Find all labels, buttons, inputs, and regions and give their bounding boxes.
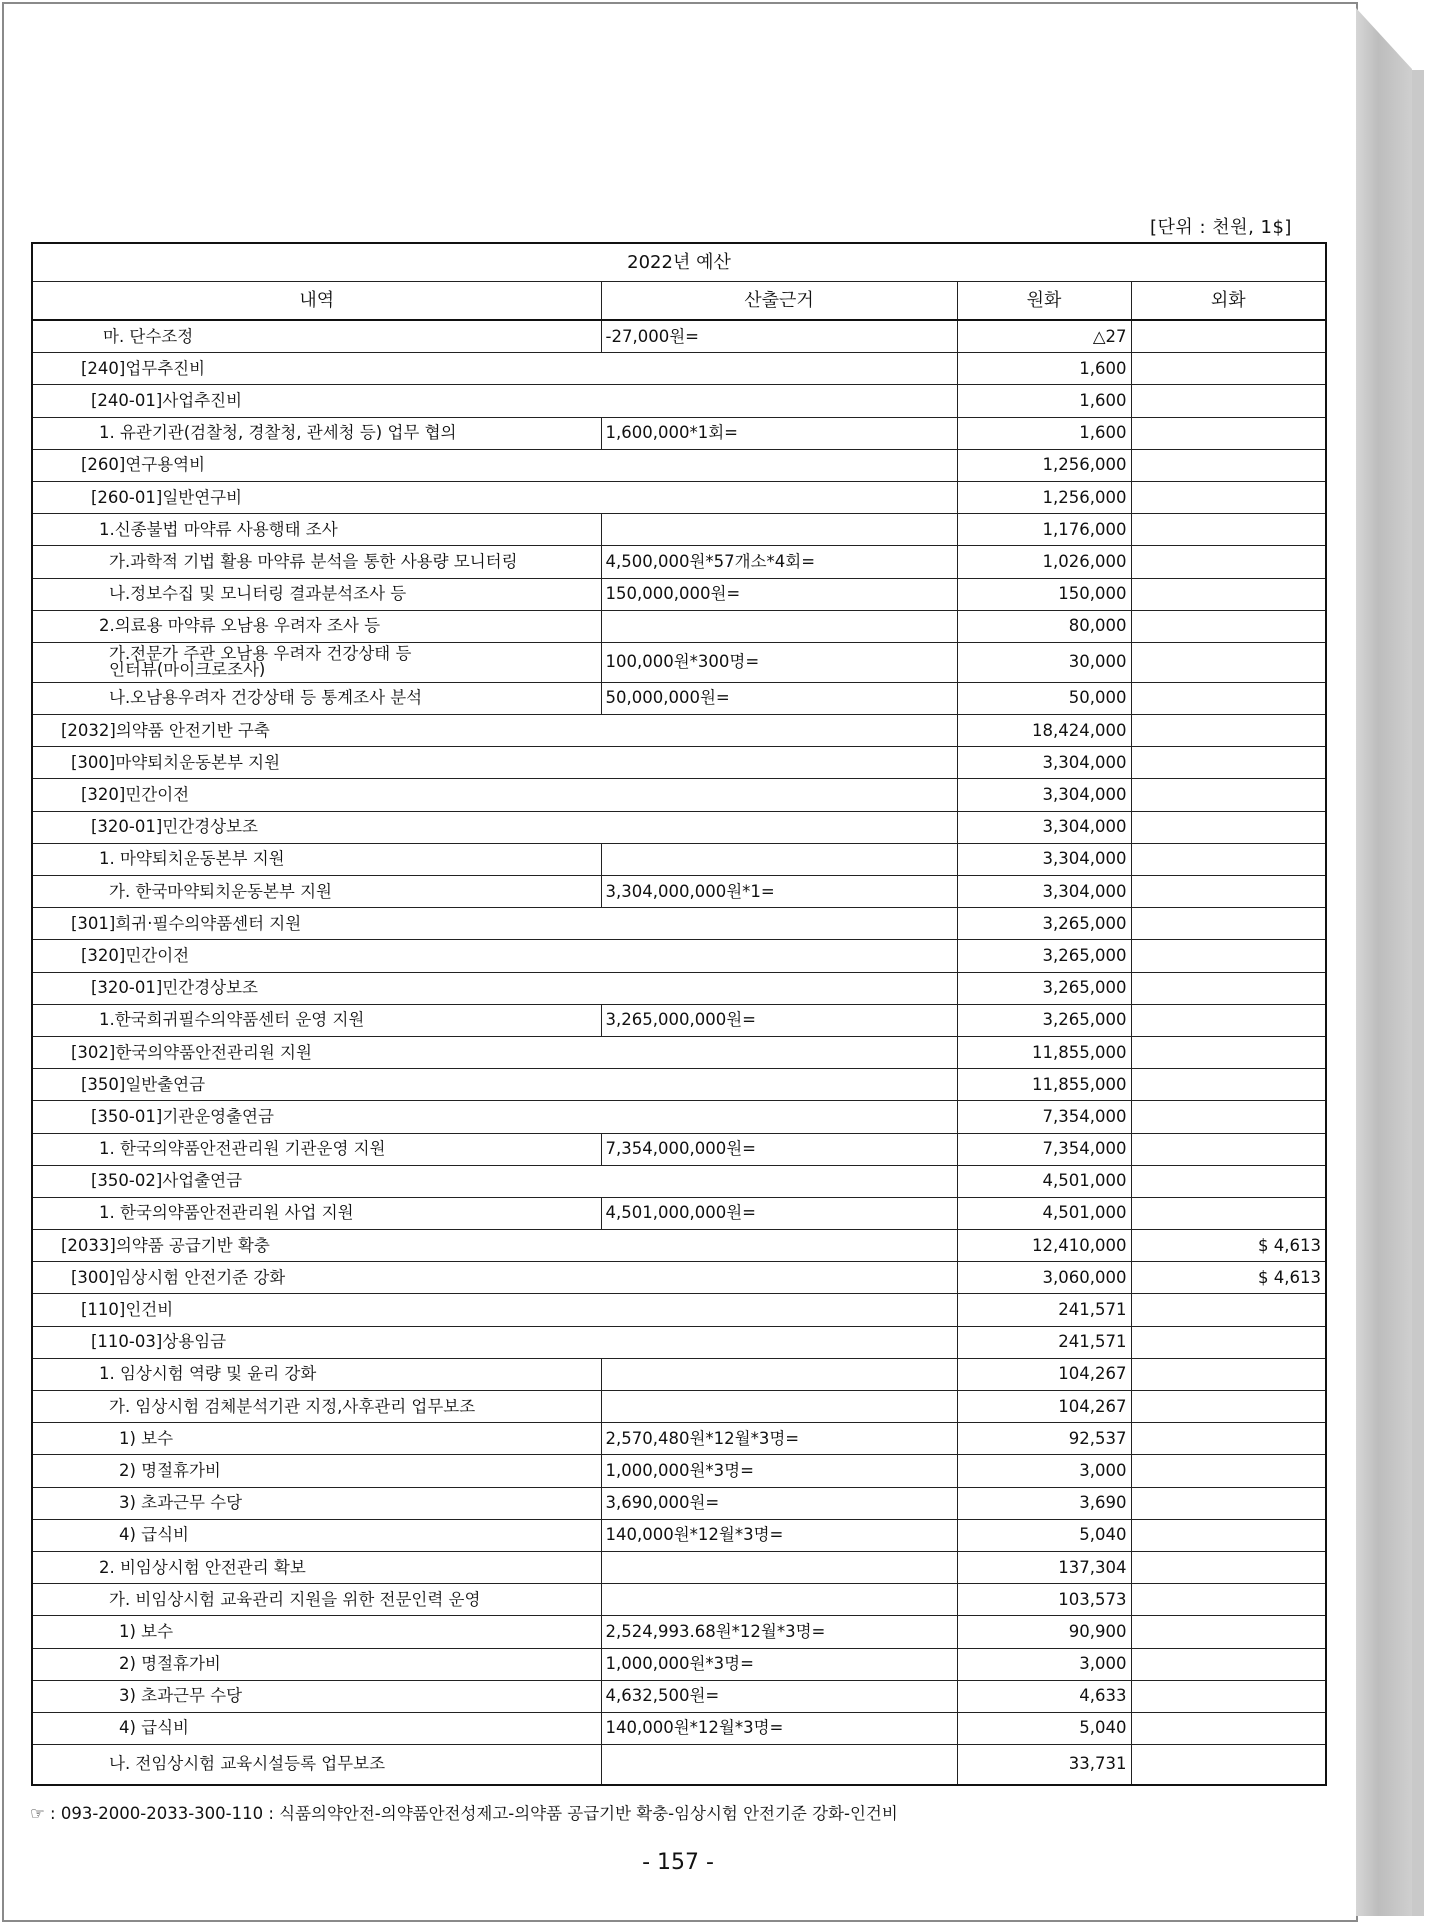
table-title: 2022년 예산 [32, 243, 1326, 282]
column-header-krw: 원화 [957, 282, 1131, 321]
table-row [32, 514, 1326, 546]
row-item: 가.전문가 주관 오남용 우려자 건강상태 등 인터뷰(마이크로조사) [32, 642, 601, 682]
row-basis: 3,690,000원= [601, 1487, 957, 1519]
row-item: [240-01]사업추진비 [32, 385, 957, 417]
table-row [32, 353, 1326, 385]
row-fx-amount [1131, 385, 1326, 417]
row-item: [320-01]민간경상보조 [32, 811, 957, 843]
column-header-item: 내역 [32, 282, 601, 321]
table-row [32, 385, 1326, 417]
row-fx-amount [1131, 715, 1326, 747]
row-krw-amount: 80,000 [957, 610, 1131, 642]
row-fx-amount [1131, 876, 1326, 908]
row-item: 가.과학적 기법 활용 마약류 분석을 통한 사용량 모니터링 [32, 546, 601, 578]
row-krw-amount: 18,424,000 [957, 715, 1131, 747]
row-fx-amount [1131, 1004, 1326, 1036]
row-basis [601, 610, 957, 642]
row-krw-amount: 241,571 [957, 1326, 1131, 1358]
row-item: 가. 임상시험 검체분석기관 지정,사후관리 업무보조 [32, 1391, 601, 1423]
table-row [32, 1262, 1326, 1294]
row-krw-amount: 3,304,000 [957, 876, 1131, 908]
row-krw-amount: 1,026,000 [957, 546, 1131, 578]
row-krw-amount: 3,000 [957, 1455, 1131, 1487]
row-fx-amount [1131, 642, 1326, 682]
row-fx-amount [1131, 320, 1326, 353]
row-basis [601, 1745, 957, 1785]
row-item: 4) 급식비 [32, 1519, 601, 1551]
row-basis: 3,304,000,000원*1= [601, 876, 957, 908]
footnote: ☞ : 093-2000-2033-300-110 : 식품의약안전-의약품안전성제고-의약품 공급기반 확충-임상시험 안전기준 강화-인건비 [30, 1804, 898, 1823]
table-row [32, 1423, 1326, 1455]
row-fx-amount [1131, 610, 1326, 642]
unit-note: [단위 : 천원, 1$] [1150, 217, 1292, 238]
row-fx-amount [1131, 1712, 1326, 1744]
table-row [32, 1004, 1326, 1036]
row-krw-amount: 3,304,000 [957, 779, 1131, 811]
row-basis [601, 1551, 957, 1583]
budget-table [31, 242, 1327, 1786]
row-basis [601, 843, 957, 875]
table-row [32, 1294, 1326, 1326]
row-fx-amount [1131, 1358, 1326, 1390]
table-row [32, 972, 1326, 1004]
row-item: 1. 마약퇴치운동본부 지원 [32, 843, 601, 875]
row-item: [2032]의약품 안전기반 구축 [32, 715, 957, 747]
row-item: 1.한국희귀필수의약품센터 운영 지원 [32, 1004, 601, 1036]
table-row [32, 1487, 1326, 1519]
row-krw-amount: 12,410,000 [957, 1230, 1131, 1262]
row-krw-amount: 33,731 [957, 1745, 1131, 1785]
row-item: 마. 단수조정 [32, 320, 601, 353]
row-item: 2) 명절휴가비 [32, 1648, 601, 1680]
table-body [32, 320, 1326, 1785]
row-krw-amount: 11,855,000 [957, 1036, 1131, 1068]
row-item: [320]민간이전 [32, 779, 957, 811]
table-row [32, 1326, 1326, 1358]
row-item: [2033]의약품 공급기반 확충 [32, 1230, 957, 1262]
row-item: 1.신종불법 마약류 사용행태 조사 [32, 514, 601, 546]
table-row [32, 1519, 1326, 1551]
row-fx-amount [1131, 1616, 1326, 1648]
table-row [32, 1230, 1326, 1262]
row-krw-amount: △27 [957, 320, 1131, 353]
row-krw-amount: 1,600 [957, 353, 1131, 385]
table-row [32, 320, 1326, 353]
row-item: 가. 비임상시험 교육관리 지원을 위한 전문인력 운영 [32, 1584, 601, 1616]
row-krw-amount: 4,501,000 [957, 1197, 1131, 1229]
row-fx-amount [1131, 353, 1326, 385]
row-fx-amount [1131, 481, 1326, 513]
row-item: 1. 임상시험 역량 및 윤리 강화 [32, 1358, 601, 1390]
row-fx-amount [1131, 1519, 1326, 1551]
table-row [32, 811, 1326, 843]
table-row [32, 1616, 1326, 1648]
row-fx-amount [1131, 1197, 1326, 1229]
row-item: 2.의료용 마약류 오남용 우려자 조사 등 [32, 610, 601, 642]
row-item: [350-02]사업출연금 [32, 1165, 957, 1197]
table-row [32, 1133, 1326, 1165]
row-krw-amount: 3,304,000 [957, 811, 1131, 843]
row-krw-amount: 1,176,000 [957, 514, 1131, 546]
row-krw-amount: 104,267 [957, 1391, 1131, 1423]
row-fx-amount [1131, 1745, 1326, 1785]
row-item: [301]희귀·필수의약품센터 지원 [32, 908, 957, 940]
row-item: [300]마약퇴치운동본부 지원 [32, 747, 957, 779]
row-fx-amount [1131, 546, 1326, 578]
row-krw-amount: 4,501,000 [957, 1165, 1131, 1197]
row-basis: 4,632,500원= [601, 1680, 957, 1712]
table-row [32, 940, 1326, 972]
row-fx-amount [1131, 1551, 1326, 1583]
row-fx-amount [1131, 449, 1326, 481]
row-basis: -27,000원= [601, 320, 957, 353]
row-basis [601, 1391, 957, 1423]
row-fx-amount [1131, 1680, 1326, 1712]
row-basis: 140,000원*12월*3명= [601, 1712, 957, 1744]
row-item: [320]민간이전 [32, 940, 957, 972]
row-krw-amount: 1,256,000 [957, 449, 1131, 481]
row-krw-amount: 5,040 [957, 1712, 1131, 1744]
row-basis: 150,000,000원= [601, 578, 957, 610]
page-edge-shadow-back [1412, 70, 1424, 1916]
row-item: [350-01]기관운영출연금 [32, 1101, 957, 1133]
table-row [32, 546, 1326, 578]
row-basis: 50,000,000원= [601, 682, 957, 714]
row-krw-amount: 3,265,000 [957, 940, 1131, 972]
row-krw-amount: 3,304,000 [957, 843, 1131, 875]
row-basis: 4,500,000원*57개소*4회= [601, 546, 957, 578]
table-row [32, 1036, 1326, 1068]
row-item: [350]일반출연금 [32, 1069, 957, 1101]
row-basis [601, 1584, 957, 1616]
row-krw-amount: 103,573 [957, 1584, 1131, 1616]
row-basis: 100,000원*300명= [601, 642, 957, 682]
row-item: 나.정보수집 및 모니터링 결과분석조사 등 [32, 578, 601, 610]
row-krw-amount: 1,256,000 [957, 481, 1131, 513]
column-header-basis: 산출근거 [601, 282, 957, 321]
row-item: 2. 비임상시험 안전관리 확보 [32, 1551, 601, 1583]
row-item: [260-01]일반연구비 [32, 481, 957, 513]
row-krw-amount: 1,600 [957, 417, 1131, 449]
row-item: [110-03]상용임금 [32, 1326, 957, 1358]
row-krw-amount: 3,690 [957, 1487, 1131, 1519]
row-fx-amount [1131, 747, 1326, 779]
row-fx-amount [1131, 1391, 1326, 1423]
table-row [32, 417, 1326, 449]
table-row [32, 1745, 1326, 1785]
table-row [32, 1648, 1326, 1680]
row-item: [300]임상시험 안전기준 강화 [32, 1262, 957, 1294]
row-krw-amount: 30,000 [957, 642, 1131, 682]
table-row [32, 715, 1326, 747]
row-basis: 2,524,993.68원*12월*3명= [601, 1616, 957, 1648]
table-row [32, 481, 1326, 513]
row-basis: 4,501,000,000원= [601, 1197, 957, 1229]
table-row [32, 747, 1326, 779]
table-row [32, 908, 1326, 940]
table-row [32, 1455, 1326, 1487]
table-row [32, 1712, 1326, 1744]
row-item: 3) 초과근무 수당 [32, 1487, 601, 1519]
row-basis: 3,265,000,000원= [601, 1004, 957, 1036]
row-basis [601, 514, 957, 546]
row-fx-amount [1131, 972, 1326, 1004]
table-row [32, 1391, 1326, 1423]
row-fx-amount [1131, 843, 1326, 875]
table-row [32, 1584, 1326, 1616]
row-fx-amount: $ 4,613 [1131, 1262, 1326, 1294]
table-row [32, 1197, 1326, 1229]
row-krw-amount: 7,354,000 [957, 1133, 1131, 1165]
row-fx-amount [1131, 1101, 1326, 1133]
table-row [32, 1101, 1326, 1133]
table-row [32, 1165, 1326, 1197]
table-row [32, 642, 1326, 682]
row-krw-amount: 1,600 [957, 385, 1131, 417]
row-krw-amount: 3,304,000 [957, 747, 1131, 779]
row-krw-amount: 3,265,000 [957, 1004, 1131, 1036]
table-row [32, 1069, 1326, 1101]
row-krw-amount: 11,855,000 [957, 1069, 1131, 1101]
table-row [32, 779, 1326, 811]
row-item: [240]업무추진비 [32, 353, 957, 385]
row-krw-amount: 5,040 [957, 1519, 1131, 1551]
row-item: 1. 유관기관(검찰청, 경찰청, 관세청 등) 업무 협의 [32, 417, 601, 449]
row-basis: 7,354,000,000원= [601, 1133, 957, 1165]
row-item: 4) 급식비 [32, 1712, 601, 1744]
row-item: 2) 명절휴가비 [32, 1455, 601, 1487]
row-krw-amount: 3,265,000 [957, 972, 1131, 1004]
row-item: 1) 보수 [32, 1616, 601, 1648]
row-fx-amount [1131, 1069, 1326, 1101]
table-row [32, 876, 1326, 908]
row-fx-amount [1131, 1487, 1326, 1519]
row-item: 1. 한국의약품안전관리원 기관운영 지원 [32, 1133, 601, 1165]
table-row [32, 1680, 1326, 1712]
table-row [32, 610, 1326, 642]
row-fx-amount [1131, 1326, 1326, 1358]
row-basis: 140,000원*12월*3명= [601, 1519, 957, 1551]
row-fx-amount [1131, 1584, 1326, 1616]
column-header-fx: 외화 [1131, 282, 1326, 321]
row-krw-amount: 104,267 [957, 1358, 1131, 1390]
row-item: 나.오남용우려자 건강상태 등 통계조사 분석 [32, 682, 601, 714]
table-row [32, 1551, 1326, 1583]
row-item: [260]연구용역비 [32, 449, 957, 481]
row-fx-amount [1131, 1423, 1326, 1455]
row-krw-amount: 90,900 [957, 1616, 1131, 1648]
row-krw-amount: 4,633 [957, 1680, 1131, 1712]
row-fx-amount [1131, 1648, 1326, 1680]
row-basis: 1,600,000*1회= [601, 417, 957, 449]
row-fx-amount [1131, 1133, 1326, 1165]
row-fx-amount [1131, 1165, 1326, 1197]
row-krw-amount: 3,000 [957, 1648, 1131, 1680]
row-basis: 1,000,000원*3명= [601, 1455, 957, 1487]
row-krw-amount: 3,060,000 [957, 1262, 1131, 1294]
row-fx-amount [1131, 514, 1326, 546]
row-item: 나. 전임상시험 교육시설등록 업무보조 [32, 1745, 601, 1785]
page-edge-shadow [1356, 8, 1412, 1916]
row-fx-amount [1131, 1036, 1326, 1068]
row-basis: 1,000,000원*3명= [601, 1648, 957, 1680]
row-fx-amount [1131, 682, 1326, 714]
row-basis: 2,570,480원*12월*3명= [601, 1423, 957, 1455]
row-fx-amount [1131, 1455, 1326, 1487]
row-fx-amount [1131, 811, 1326, 843]
table-row [32, 682, 1326, 714]
row-krw-amount: 50,000 [957, 682, 1131, 714]
row-krw-amount: 7,354,000 [957, 1101, 1131, 1133]
row-item: [320-01]민간경상보조 [32, 972, 957, 1004]
row-fx-amount [1131, 1294, 1326, 1326]
table-row [32, 578, 1326, 610]
row-item: 1) 보수 [32, 1423, 601, 1455]
page-number: - 157 - [642, 1850, 714, 1875]
row-fx-amount [1131, 578, 1326, 610]
row-item: [302]한국의약품안전관리원 지원 [32, 1036, 957, 1068]
row-basis [601, 1358, 957, 1390]
row-krw-amount: 241,571 [957, 1294, 1131, 1326]
table-row [32, 449, 1326, 481]
table-row [32, 843, 1326, 875]
row-fx-amount [1131, 417, 1326, 449]
row-krw-amount: 92,537 [957, 1423, 1131, 1455]
table-row [32, 1358, 1326, 1390]
row-item: 가. 한국마약퇴치운동본부 지원 [32, 876, 601, 908]
row-krw-amount: 137,304 [957, 1551, 1131, 1583]
row-item: 3) 초과근무 수당 [32, 1680, 601, 1712]
row-krw-amount: 3,265,000 [957, 908, 1131, 940]
row-krw-amount: 150,000 [957, 578, 1131, 610]
row-fx-amount [1131, 908, 1326, 940]
row-fx-amount: $ 4,613 [1131, 1230, 1326, 1262]
row-fx-amount [1131, 940, 1326, 972]
row-item: [110]인건비 [32, 1294, 957, 1326]
row-fx-amount [1131, 779, 1326, 811]
row-item: 1. 한국의약품안전관리원 사업 지원 [32, 1197, 601, 1229]
